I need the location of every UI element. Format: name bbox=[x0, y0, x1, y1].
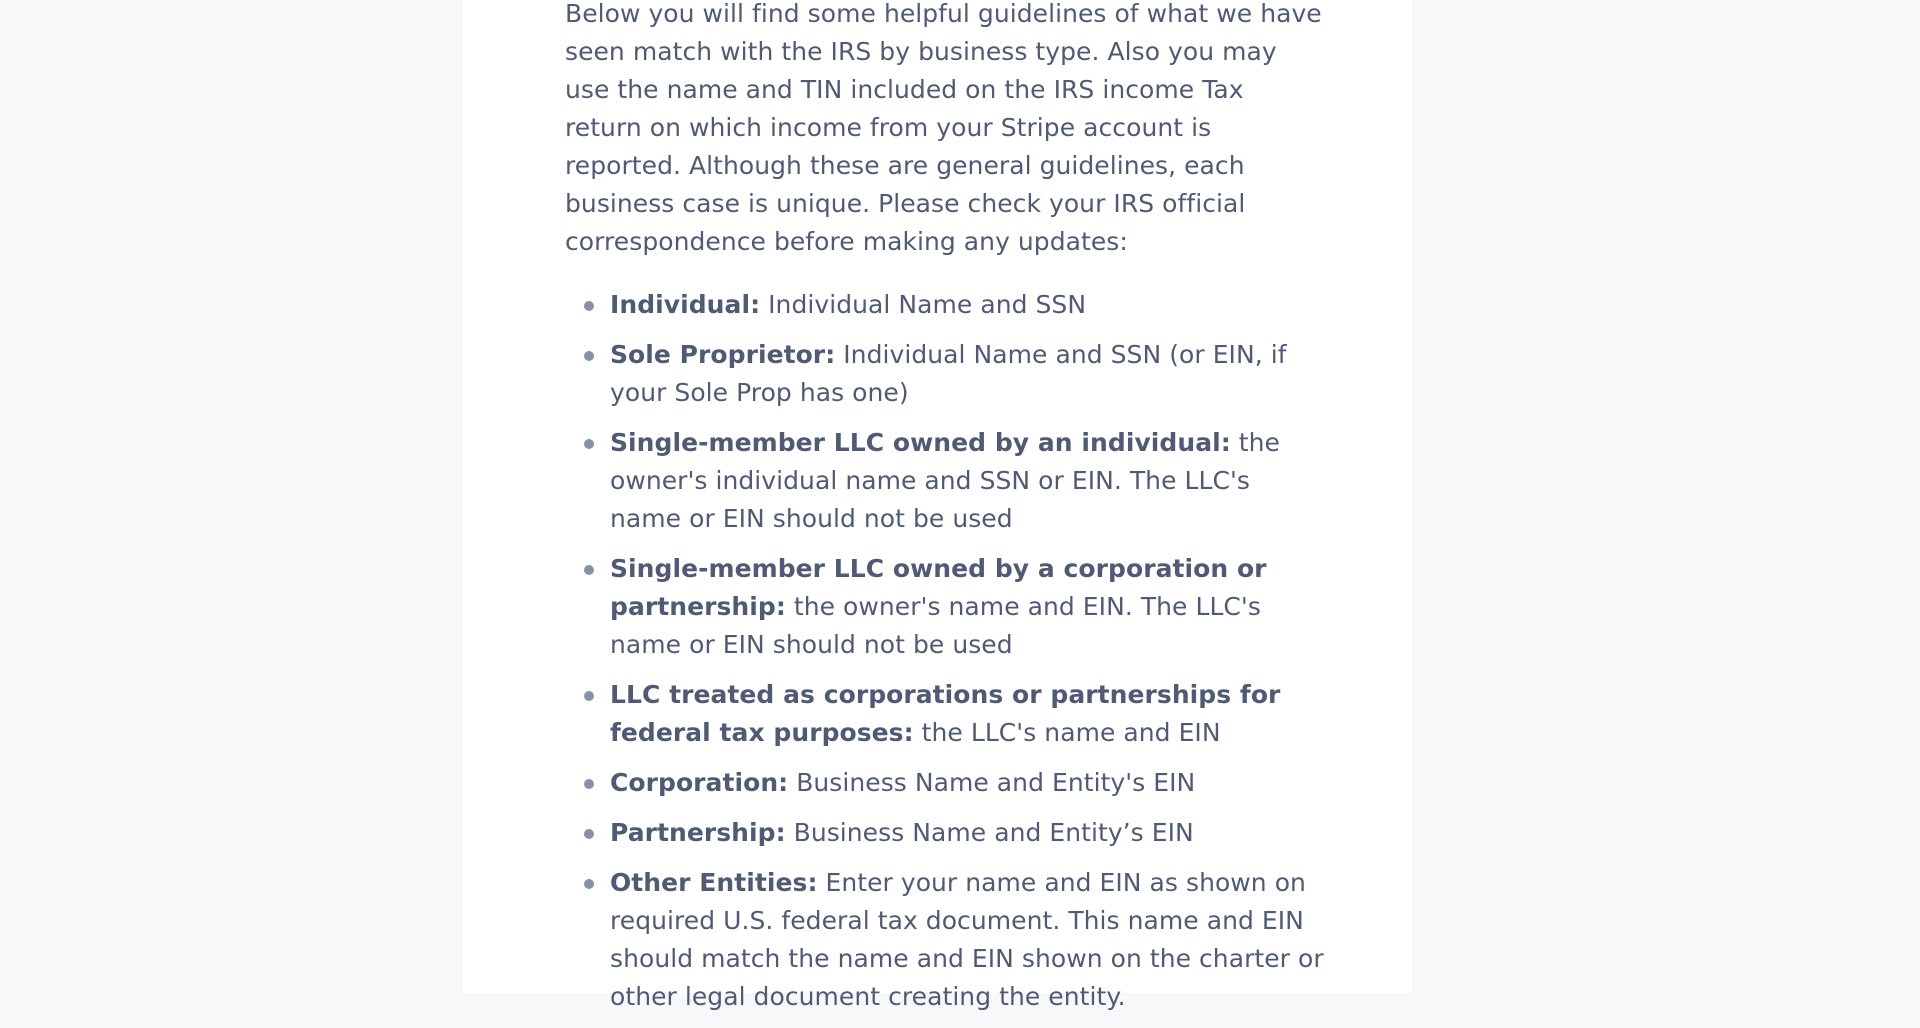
list-item-term: Sole Proprietor: bbox=[610, 340, 836, 369]
bullet-icon bbox=[584, 779, 594, 789]
bullet-icon bbox=[584, 879, 594, 889]
list-item-llc-treated-as-corporation bbox=[565, 676, 1325, 752]
list-item-sole-proprietor bbox=[565, 336, 1325, 412]
list-item-individual bbox=[565, 286, 1325, 324]
list-item-description: the owner's name and EIN. The LLC's name or EIN should not be used bbox=[610, 592, 1261, 659]
bullet-icon bbox=[584, 351, 594, 361]
list-item-term: Individual: bbox=[610, 290, 761, 319]
bullet-icon bbox=[584, 439, 594, 449]
list-item-other-entities bbox=[565, 864, 1325, 1016]
list-item-description: Enter your name and EIN as shown on required U.S. federal tax document. This name and EIN should match the name and EIN shown on the charter or other legal document creating the entity. bbox=[610, 868, 1324, 1011]
list-item-term: LLC treated as corporations or partnerships for federal tax purposes: bbox=[610, 680, 1281, 747]
list-item-single-member-llc-corporation bbox=[565, 550, 1325, 664]
bullet-icon bbox=[584, 829, 594, 839]
bullet-icon bbox=[584, 691, 594, 701]
list-item-term: Other Entities: bbox=[610, 868, 818, 897]
article-content-column bbox=[463, 0, 1412, 1011]
list-item-term: Corporation: bbox=[610, 768, 789, 797]
list-item-term: Single-member LLC owned by an individual: bbox=[610, 428, 1231, 457]
list-item-description: Individual Name and SSN (or EIN, if your Sole Prop has one) bbox=[610, 340, 1287, 407]
list-item-term: Single-member LLC owned by a corporation or partnership: bbox=[610, 554, 1267, 621]
business-type-guidelines-list bbox=[565, 286, 1325, 1016]
bullet-icon bbox=[584, 301, 594, 311]
article-body bbox=[565, 0, 1325, 1028]
list-item-description: Individual Name and SSN bbox=[760, 290, 1087, 319]
intro-paragraph: Below you will find some helpful guidelines of what we have seen match with the IRS by business type. Also you may use the name and TIN included on the IRS income Tax return on which income from your Stripe account is reported. Although these are general guidelines, each business case is unique. Please check your IRS official correspondence before making any updates: bbox=[565, 0, 1322, 256]
list-item-partnership bbox=[565, 814, 1325, 852]
list-item-corporation bbox=[565, 764, 1325, 802]
list-item-description: Business Name and Entity's EIN bbox=[788, 768, 1196, 797]
list-item-description: Business Name and Entity’s EIN bbox=[785, 818, 1194, 847]
list-item-description: the LLC's name and EIN bbox=[913, 718, 1221, 747]
bullet-icon bbox=[584, 565, 594, 575]
list-item-term: Partnership: bbox=[610, 818, 786, 847]
list-item-single-member-llc-individual bbox=[565, 424, 1325, 538]
list-item-description: the owner's individual name and SSN or EIN. The LLC's name or EIN should not be used bbox=[610, 428, 1280, 533]
